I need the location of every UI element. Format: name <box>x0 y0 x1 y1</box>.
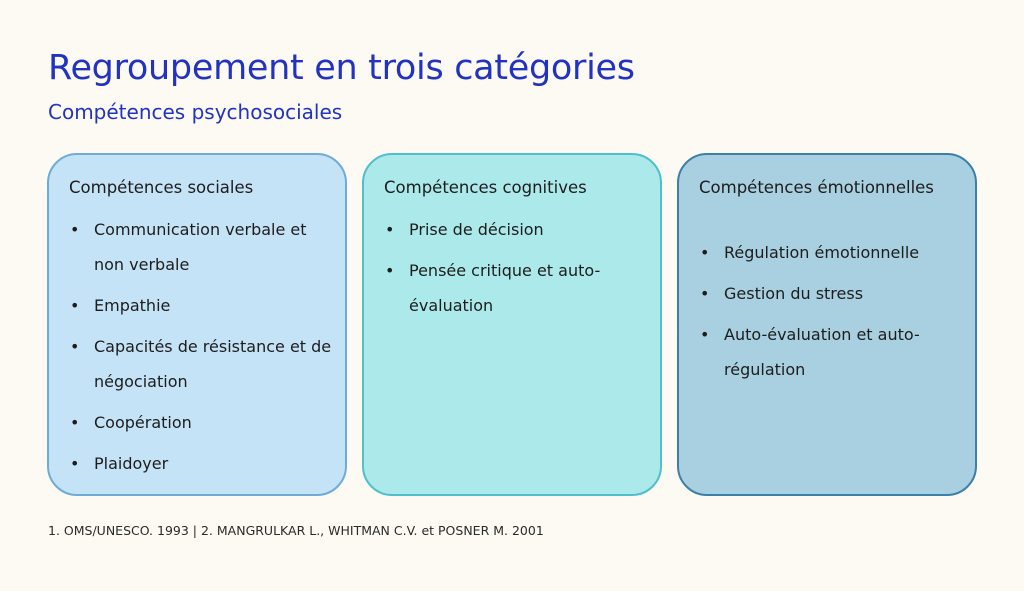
list-item: • Coopération <box>69 405 337 440</box>
list-item: • Pensée critique et auto-évaluation <box>384 253 652 323</box>
list-item: • Empathie <box>69 288 337 323</box>
bullet-icon: • <box>700 243 710 262</box>
bullet-icon: • <box>70 413 80 432</box>
card-emotional-skills <box>677 153 977 496</box>
bullet-icon: • <box>70 296 80 315</box>
bullet-icon: • <box>70 220 80 239</box>
list-item: • Communication verbale et non verbale <box>69 212 337 282</box>
card-title: Compétences sociales <box>69 178 254 197</box>
footer-citation: 1. OMS/UNESCO. 1993 | 2. MANGRULKAR L., WHITMAN C.V. et POSNER M. 2001 <box>48 523 544 538</box>
bullet-icon: • <box>70 454 80 473</box>
slide-title: Regroupement en trois catégories <box>48 48 635 88</box>
list-item: • Gestion du stress <box>699 276 967 311</box>
card-cognitive-skills <box>362 153 662 496</box>
bullet-icon: • <box>700 284 710 303</box>
list-item: • Plaidoyer <box>69 446 337 481</box>
bullet-icon: • <box>70 337 80 356</box>
card-list <box>69 212 337 487</box>
bullet-icon: • <box>385 220 395 239</box>
bullet-icon: • <box>700 325 710 344</box>
card-social-skills <box>47 153 347 496</box>
list-item: • Capacités de résistance et de négociation <box>69 329 337 399</box>
card-list <box>699 235 967 393</box>
list-item: • Régulation émotionnelle <box>699 235 967 270</box>
list-item: • Auto-évaluation et auto-régulation <box>699 317 967 387</box>
card-title: Compétences émotionnelles <box>699 178 934 197</box>
card-title: Compétences cognitives <box>384 178 587 197</box>
list-item: • Prise de décision <box>384 212 652 247</box>
bullet-icon: • <box>385 261 395 280</box>
slide-subtitle: Compétences psychosociales <box>48 100 343 124</box>
card-list <box>384 212 652 329</box>
category-cards <box>47 153 977 496</box>
